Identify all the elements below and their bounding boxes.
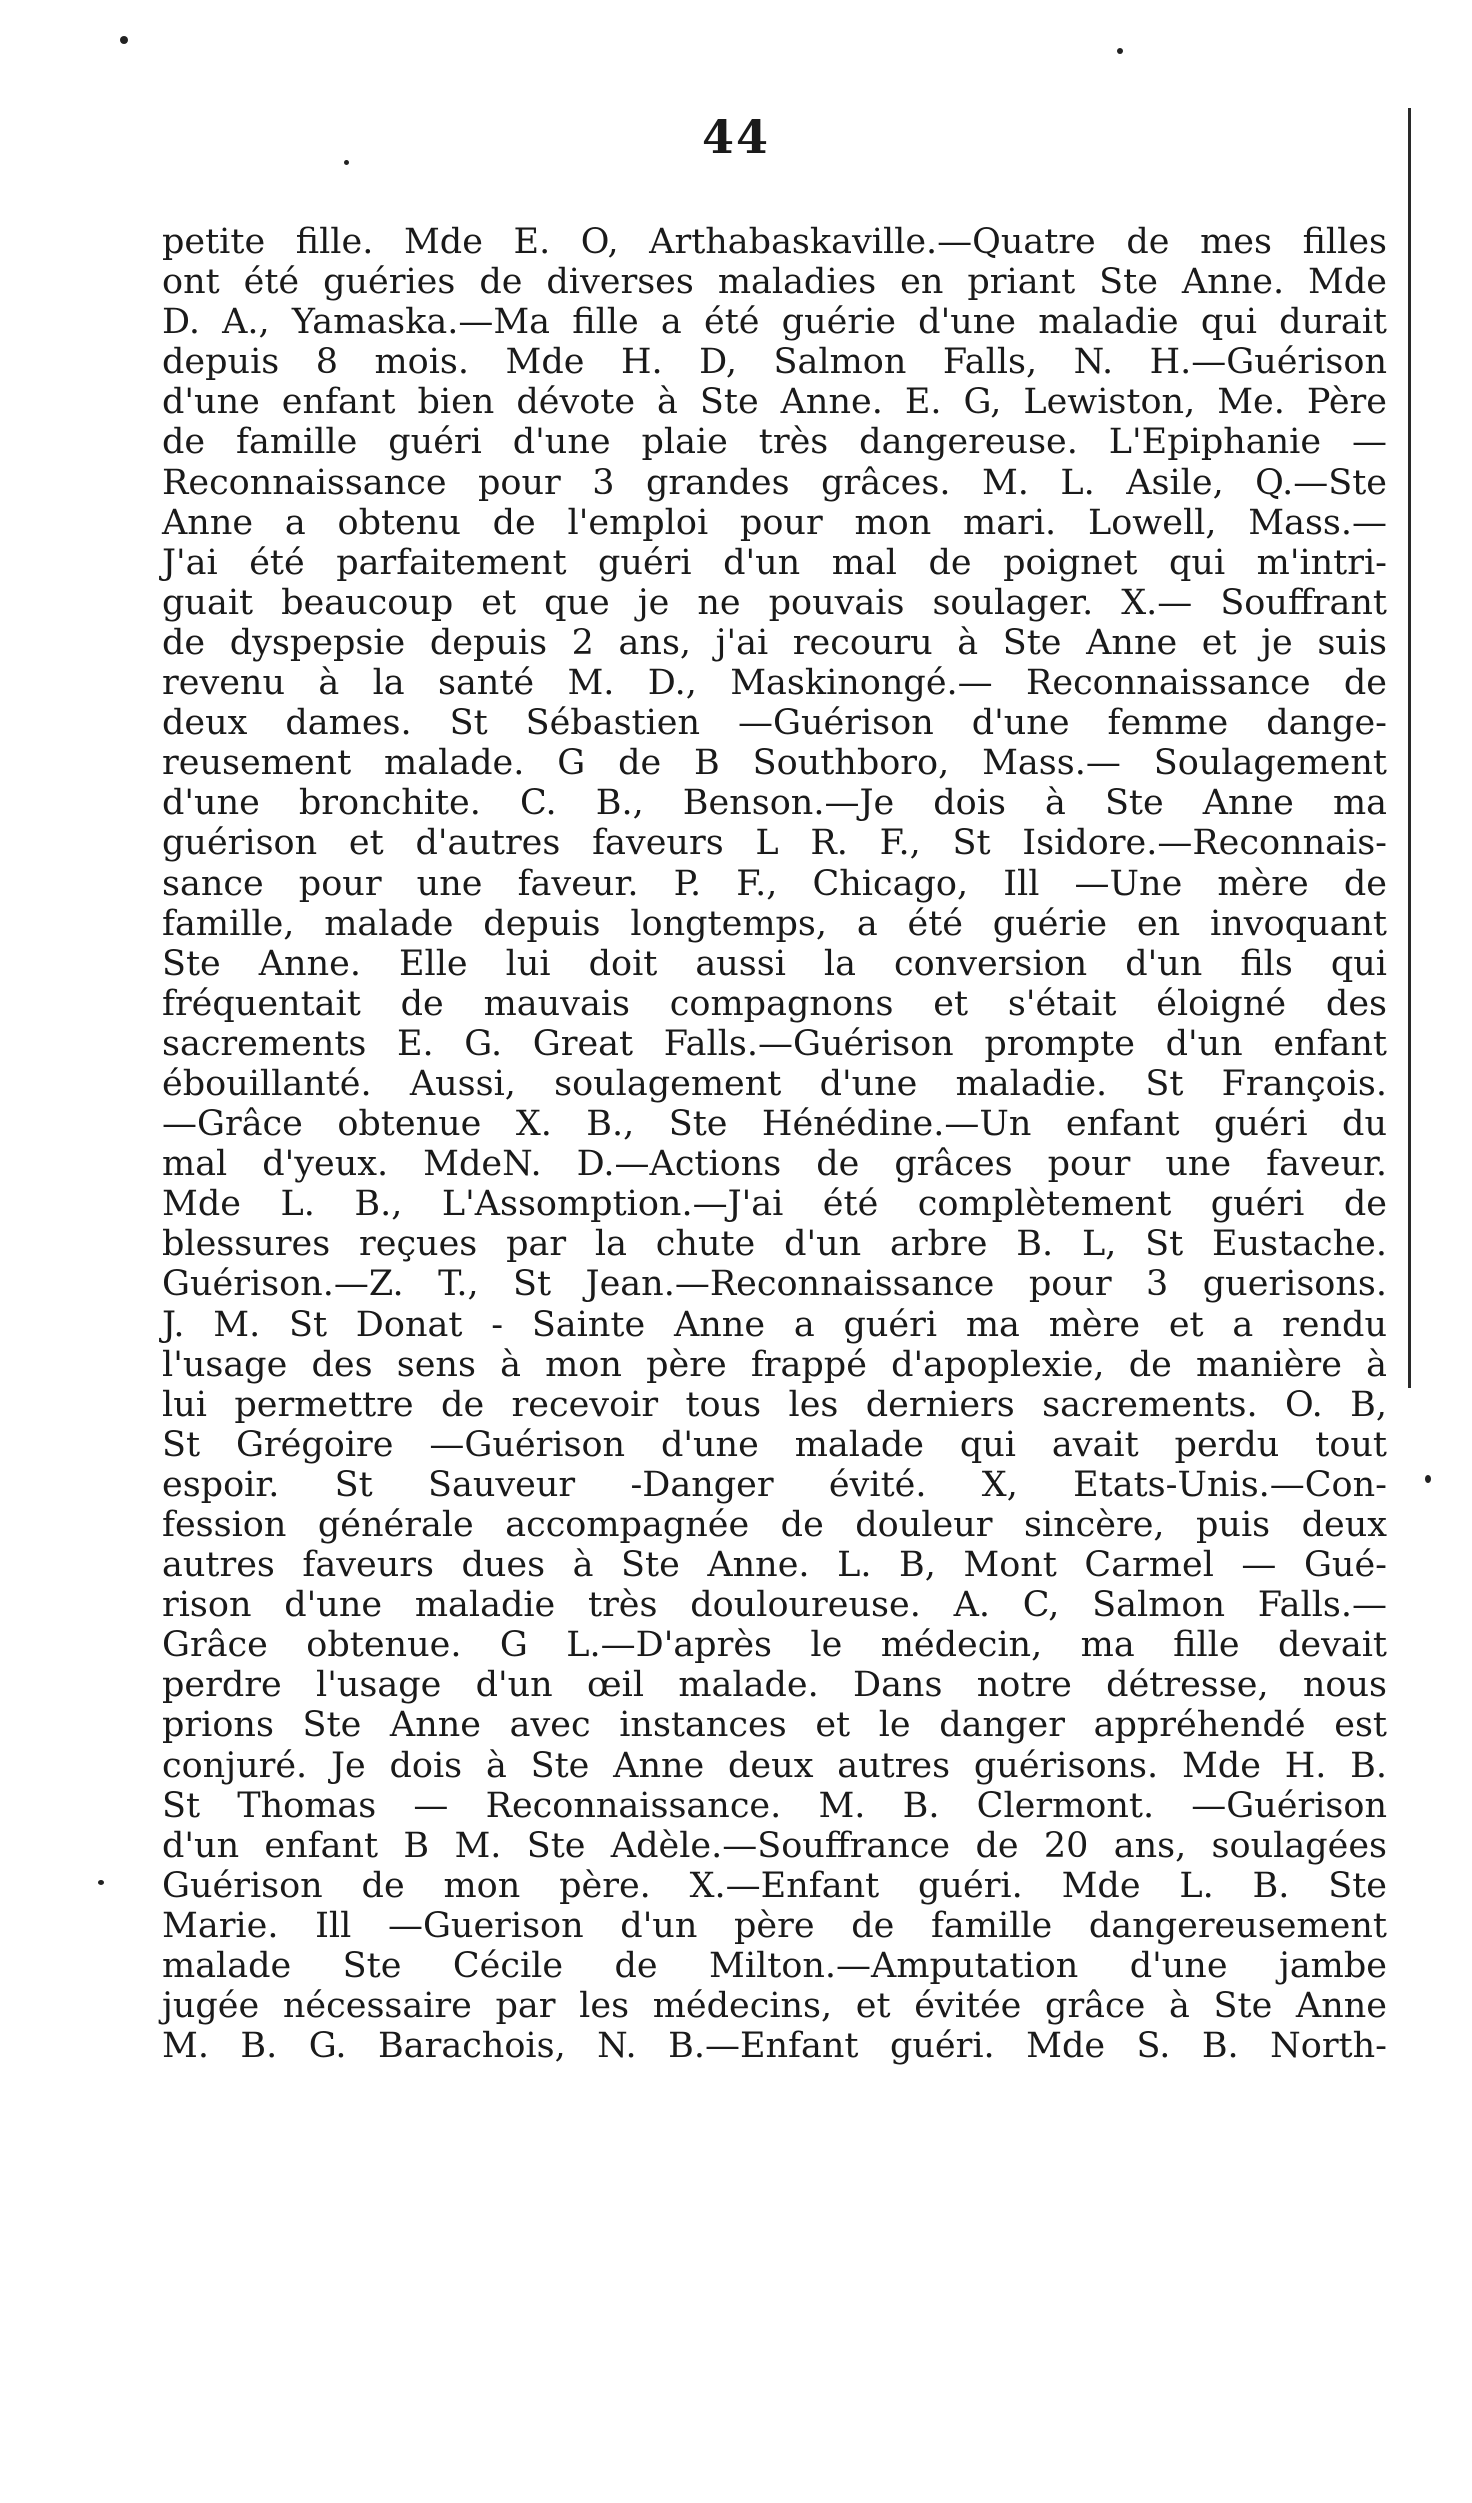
text-line: rison d'une maladie très douloureuse. A. C, Salmon Falls.— bbox=[162, 1585, 1387, 1626]
text-line: Marie. Ill —Guerison d'un père de famille dangereusement bbox=[162, 1905, 1387, 1946]
text-line: blessures reçues par la chute d'un arbre B. L, St Eustache. bbox=[162, 1224, 1387, 1265]
text-line: jugée nécessaire par les médecins, et évitée grâce à Ste Anne bbox=[162, 1986, 1387, 2027]
text-line: guait beaucoup et que je ne pouvais soulager. X.— Souffrant bbox=[162, 582, 1387, 623]
text-line: d'un enfant B M. Ste Adèle.—Souffrance de 20 ans, soulagées bbox=[162, 1825, 1387, 1866]
body-text bbox=[162, 222, 1387, 2066]
text-line: depuis 8 mois. Mde H. D, Salmon Falls, N. H.—Guérison bbox=[162, 342, 1387, 383]
text-line: guérison et d'autres faveurs L R. F., St Isidore.—Reconnais- bbox=[162, 823, 1387, 864]
text-line: fession générale accompagnée de douleur sincère, puis deux bbox=[162, 1505, 1387, 1545]
text-line: M. B. G. Barachois, N. B.—Enfant guéri. Mde S. B. North- bbox=[162, 2026, 1387, 2067]
margin-rule bbox=[1408, 108, 1411, 1388]
page-speck bbox=[1117, 48, 1123, 54]
page-speck bbox=[98, 1880, 104, 1885]
text-line: autres faveurs dues à Ste Anne. L. B, Mont Carmel — Gué- bbox=[162, 1545, 1387, 1586]
text-line: de famille guéri d'une plaie très dangereuse. L'Epiphanie — bbox=[162, 422, 1387, 463]
text-line: D. A., Yamaska.—Ma fille a été guérie d'une maladie qui durait bbox=[162, 302, 1387, 343]
text-line: J'ai été parfaitement guéri d'un mal de poignet qui m'intri- bbox=[162, 542, 1387, 583]
text-line: St Thomas — Reconnaissance. M. B. Clermont. —Guérison bbox=[162, 1785, 1387, 1826]
text-line: revenu à la santé M. D., Maskinongé.— Reconnaissance de bbox=[162, 663, 1387, 704]
text-line: de dyspepsie depuis 2 ans, j'ai recouru à Ste Anne et je suis bbox=[162, 622, 1387, 663]
text-line: d'une enfant bien dévote à Ste Anne. E. G, Lewiston, Me. Père bbox=[162, 382, 1387, 423]
text-line: Mde L. B., L'Assomption.—J'ai été complètement guéri de bbox=[162, 1184, 1387, 1225]
page-speck bbox=[1425, 1475, 1431, 1483]
text-line: —Grâce obtenue X. B., Ste Hénédine.—Un enfant guéri du bbox=[162, 1104, 1387, 1145]
text-line: d'une bronchite. C. B., Benson.—Je dois à Ste Anne ma bbox=[162, 783, 1387, 824]
text-line: l'usage des sens à mon père frappé d'apoplexie, de manière à bbox=[162, 1344, 1387, 1385]
text-line: malade Ste Cécile de Milton.—Amputation d'une jambe bbox=[162, 1946, 1387, 1987]
text-line: perdre l'usage d'un œil malade. Dans notre détresse, nous bbox=[162, 1665, 1387, 1706]
text-line: espoir. St Sauveur -Danger évité. X, Etats-Unis.—Con- bbox=[162, 1464, 1387, 1505]
text-line: lui permettre de recevoir tous les derniers sacrements. O. B, bbox=[162, 1384, 1387, 1425]
text-line: mal d'yeux. MdeN. D.—Actions de grâces pour une faveur. bbox=[162, 1144, 1387, 1185]
page-speck bbox=[344, 160, 349, 165]
text-line: ont été guéries de diverses maladies en priant Ste Anne. Mde bbox=[162, 262, 1387, 303]
text-line: J. M. St Donat - Sainte Anne a guéri ma mère et a rendu bbox=[162, 1304, 1387, 1345]
text-line: sacrements E. G. Great Falls.—Guérison prompte d'un enfant bbox=[162, 1023, 1387, 1064]
text-line: Anne a obtenu de l'emploi pour mon mari. Lowell, Mass.— bbox=[162, 502, 1387, 543]
text-line: conjuré. Je dois à Ste Anne deux autres guérisons. Mde H. B. bbox=[162, 1745, 1387, 1786]
text-line: Guérison de mon père. X.—Enfant guéri. Mde L. B. Ste bbox=[162, 1865, 1387, 1906]
text-line: prions Ste Anne avec instances et le danger appréhendé est bbox=[162, 1705, 1387, 1746]
text-line: Grâce obtenue. G L.—D'après le médecin, ma fille devait bbox=[162, 1625, 1387, 1666]
text-line: reusement malade. G de B Southboro, Mass.— Soulagement bbox=[162, 743, 1387, 784]
text-line: fréquentait de mauvais compagnons et s'était éloigné des bbox=[162, 983, 1387, 1024]
text-line: Ste Anne. Elle lui doit aussi la conversion d'un fils qui bbox=[162, 943, 1387, 984]
text-line: ébouillanté. Aussi, soulagement d'une maladie. St François. bbox=[162, 1063, 1387, 1104]
page-speck bbox=[120, 36, 128, 44]
text-line: Guérison.—Z. T., St Jean.—Reconnaissance pour 3 guerisons. bbox=[162, 1264, 1387, 1305]
text-line: petite fille. Mde E. O, Arthabaskaville.—Quatre de mes filles bbox=[162, 222, 1387, 262]
text-line: famille, malade depuis longtemps, a été guérie en invoquant bbox=[162, 903, 1387, 944]
text-line: deux dames. St Sébastien —Guérison d'une femme dange- bbox=[162, 703, 1387, 744]
text-line: sance pour une faveur. P. F., Chicago, Ill —Une mère de bbox=[162, 863, 1387, 904]
text-line: Reconnaissance pour 3 grandes grâces. M. L. Asile, Q.—Ste bbox=[162, 462, 1387, 503]
page-number: 44 bbox=[701, 110, 770, 164]
text-line: St Grégoire —Guérison d'une malade qui avait perdu tout bbox=[162, 1424, 1387, 1465]
